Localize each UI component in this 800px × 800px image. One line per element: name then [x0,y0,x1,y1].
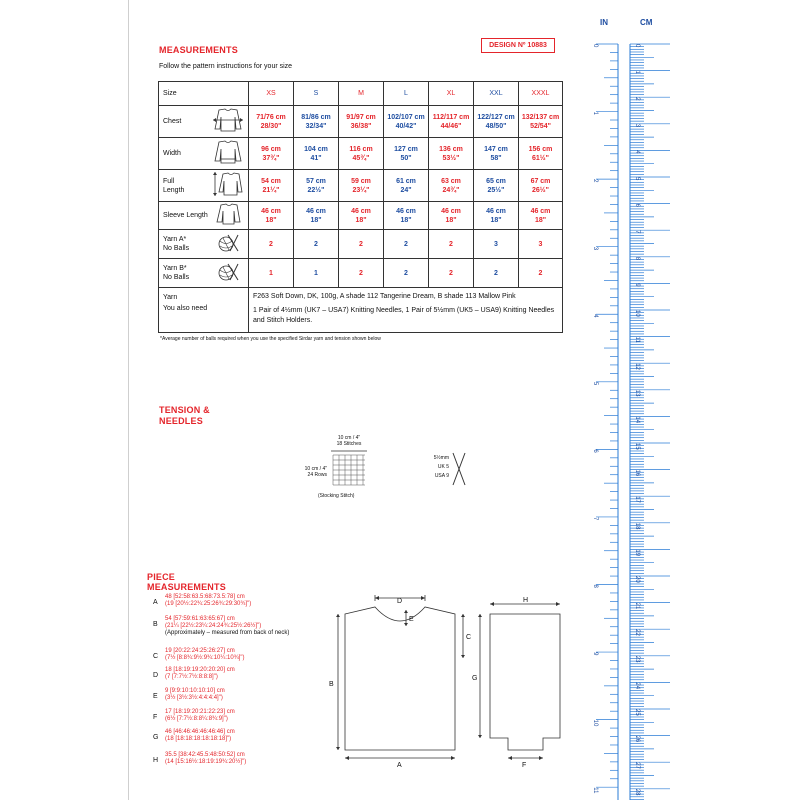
row-label: Yarn A* No Balls [159,230,209,259]
table-cell: 2 [294,230,339,259]
cm-number: 14 [634,416,640,424]
dim-label-c: C [466,634,472,641]
cm-number: 23 [634,655,640,663]
dim-label-a: A [397,762,402,769]
table-cell: 96 cm 37¾" [249,138,294,170]
tension-heading-2: NEEDLES [159,416,203,426]
table-cell: 54 cm 21¼" [249,170,294,202]
table-cell: 46 cm 18" [474,202,519,230]
table-cell: 2 [339,259,384,288]
piece-item-h: H 35.5 [38:42:45.5:48:50:52] cm (14 [15:16½:18:19:19¾:20½]") [153,752,247,765]
yarn-b-row [159,259,563,288]
ruler-cm-label: CM [640,18,653,27]
piece-item-b: B 54 [57:59:61:63:65:67] cm (21¼ [22½:23¼:24:24¾:25½:26½]") (Approximately – measured from back of neck) [153,616,290,636]
tension-diagram [285,435,405,505]
table-cell: 3 [474,230,519,259]
table-cell: 2 [384,259,429,288]
cm-number: 20 [634,576,640,583]
size-m: M [339,82,384,106]
cm-number: 8 [634,256,640,261]
cm-number: 7 [634,230,640,234]
table-cell: 102/107 cm 40/42" [384,106,429,138]
yarn-ball-icon [209,259,249,288]
table-cell: 112/117 cm 44/46" [429,106,474,138]
tension-grid [329,449,369,491]
cm-number: 0 [634,44,640,48]
page-edge [128,0,129,800]
table-cell: 147 cm 58" [474,138,519,170]
dim-label-b: B [329,681,334,688]
inch-number: 1 [592,111,598,115]
dim-label-h: H [523,597,529,604]
cm-number: 6 [634,203,640,207]
cm-number: 24 [634,682,640,690]
piece-heading-2: MEASUREMENTS [147,582,226,592]
size-label: Size [159,82,249,106]
table-cell: 71/76 cm 28/30" [249,106,294,138]
needle-diagram [425,452,465,486]
cm-number: 12 [634,363,640,370]
row-label: Sleeve Length [159,202,209,230]
sleeve-row [159,202,563,230]
piece-item-c: C 19 [20:22:24:25:26:27] cm (7½ [8:8¾:9½:9¾:10¼:10¾]") [153,648,245,661]
yarn-info-row [159,288,563,333]
cm-number: 22 [634,629,640,636]
measurements-heading: MEASUREMENTS [159,45,238,55]
table-cell: 46 cm 18" [249,202,294,230]
cm-number: 3 [634,123,640,128]
sleeve-icon [209,202,249,230]
table-cell: 2 [429,230,474,259]
table-cell: 63 cm 24¾" [429,170,474,202]
cm-number: 18 [634,522,640,530]
size-row [159,82,563,106]
table-cell: 81/86 cm 32/34" [294,106,339,138]
inch-number: 8 [592,584,598,588]
ruler-in-label: IN [600,18,608,27]
cm-number: 11 [634,336,640,343]
table-cell: 46 cm 18" [429,202,474,230]
cm-number: 10 [634,310,640,317]
cm-number: 19 [634,549,640,557]
inch-number: 4 [592,314,598,318]
dim-label-g: G [472,675,478,682]
size-xs: XS [249,82,294,106]
table-cell: 91/97 cm 36/38" [339,106,384,138]
needle-uk-label: UK 5 [437,464,449,470]
table-cell: 2 [429,259,474,288]
table-cell: 2 [249,230,294,259]
table-cell: 127 cm 50" [384,138,429,170]
table-cell: 2 [339,230,384,259]
row-label: Full Length [159,170,209,202]
yarn-info-text: F263 Soft Down, DK, 100g, A shade 112 Tangerine Dream, B shade 113 Mallow Pink 1 Pair of 4½mm (UK7 – USA7) Knitting Needles, 1 Pair of 5½mm (UK5 – USA9) Knitting Needles and Stitch Holders. [249,288,563,333]
table-cell: 116 cm 45¾" [339,138,384,170]
table-cell: 1 [249,259,294,288]
table-cell: 46 cm 18" [384,202,429,230]
garment-schematic [320,590,580,790]
row-label: Chest [159,106,209,138]
measuring-ruler [580,0,800,800]
inch-number: 5 [592,381,598,386]
dim-label-f: F [522,762,527,769]
tension-width-label: 10 cm / 4" [337,435,361,441]
inch-number: 6 [592,449,598,453]
cm-number: 16 [634,469,640,477]
needle-usa-label: USA 9 [434,473,449,479]
width-row [159,138,563,170]
cm-number: 5 [634,177,640,181]
length-row [159,170,563,202]
row-label: Yarn B* No Balls [159,259,209,288]
inch-number: 3 [592,246,598,251]
cm-number: 25 [634,709,640,716]
cm-number: 2 [634,97,640,101]
yarn-ball-icon [209,230,249,259]
measurements-table [158,81,563,333]
piece-heading-1: PIECE [147,572,176,582]
chest-row [159,106,563,138]
tension-height-label: 10 cm / 4" [304,466,327,472]
size-l: L [384,82,429,106]
table-cell: 156 cm 61½" [519,138,563,170]
piece-item-d: D 18 [18:19:19:20:20:20] cm (7 [7:7½:7½:8:8:8]") [153,667,235,680]
cm-number: 21 [634,602,640,610]
cm-number: 9 [634,283,640,287]
cm-number: 28 [634,788,640,796]
tension-stitches-label: 18 Stitches [336,441,362,447]
size-s: S [294,82,339,106]
footnote: *Average number of balls required when you use the specified Sirdar yarn and tension shown below [160,336,381,342]
table-cell: 2 [384,230,429,259]
dim-label-e: E [409,616,414,623]
table-cell: 2 [474,259,519,288]
table-cell: 59 cm 23¼" [339,170,384,202]
inch-number: 10 [592,719,598,727]
table-cell: 136 cm 53½" [429,138,474,170]
piece-item-f: F 17 [18:19:20:21:22:23] cm (6½ [7:7½:8:8¼:8¾:9]") [153,709,235,722]
table-cell: 3 [519,230,563,259]
inch-number: 11 [592,787,598,794]
table-cell: 1 [294,259,339,288]
table-cell: 46 cm 18" [339,202,384,230]
tension-rows-label: 24 Rows [307,472,327,478]
table-cell: 65 cm 25½" [474,170,519,202]
cm-number: 27 [634,762,640,769]
tension-caption: (Stocking Stitch) [318,493,355,499]
needles-icon [451,452,467,486]
inch-number: 7 [592,516,598,521]
table-cell: 104 cm 41" [294,138,339,170]
table-cell: 67 cm 26½" [519,170,563,202]
cm-number: 15 [634,443,640,450]
design-number-badge: DESIGN Nº 10883 [481,38,555,53]
dim-label-d: D [397,598,403,605]
table-cell: 46 cm 18" [294,202,339,230]
size-xxl: XXL [474,82,519,106]
piece-item-a: A 48 [52:58:63.5:68:73.5:78] cm (19 [20½:22¾:25:26¾:29:30¾]") [153,594,252,607]
ruler-scale [580,0,800,800]
row-label: Width [159,138,209,170]
table-cell: 57 cm 22½" [294,170,339,202]
table-cell: 61 cm 24" [384,170,429,202]
yarn-info-labels: Yarn You also need [159,288,249,333]
needle-size-label: 5½mm [433,455,449,461]
cm-number: 1 [634,70,640,74]
measurements-intro: Follow the pattern instructions for your size [159,63,293,70]
table-cell: 2 [519,259,563,288]
cm-number: 4 [634,150,640,154]
body-piece-outline [345,607,455,750]
inch-number: 2 [592,179,598,183]
chest-icon [209,106,249,138]
table-cell: 122/127 cm 48/50" [474,106,519,138]
size-xl: XL [429,82,474,106]
yarn-a-row [159,230,563,259]
table-cell: 132/137 cm 52/54" [519,106,563,138]
piece-item-g: G 46 [46:46:46:46:46:46] cm (18 [18:18:18:18:18:18]") [153,729,235,742]
inch-number: 9 [592,652,598,656]
table-cell: 46 cm 18" [519,202,563,230]
sleeve-piece-outline [490,614,560,750]
length-icon [209,170,249,202]
piece-item-e: E 9 [9:9:10:10:10:10] cm (3½ [3½:3½:4:4:4:4]") [153,688,225,701]
cm-number: 17 [634,496,640,503]
cm-number: 26 [634,735,640,743]
inch-number: 0 [592,44,598,48]
cm-number: 13 [634,389,640,397]
size-xxxl: XXXL [519,82,563,106]
width-icon [209,138,249,170]
tension-heading-1: TENSION & [159,405,210,415]
